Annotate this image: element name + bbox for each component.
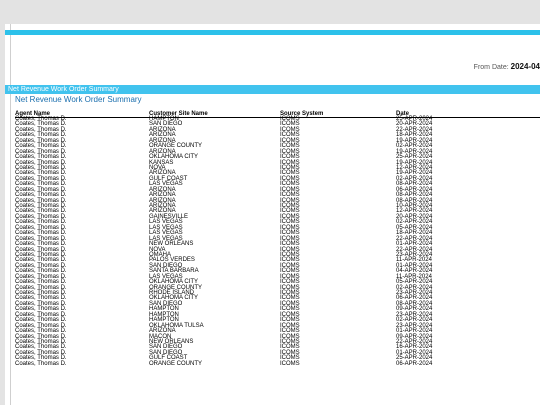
agent-name-cell: Coates, Thomas D. bbox=[15, 284, 67, 291]
date-cell: 09-APR-2024 bbox=[396, 333, 433, 340]
agent-name-cell: Coates, Thomas D. bbox=[15, 328, 67, 335]
source-system-cell: ICOMS bbox=[280, 203, 300, 209]
section-header-bar bbox=[5, 85, 540, 94]
customer-site-cell: SAN DIEGO bbox=[149, 344, 183, 351]
date-cell: 02-APR-2024 bbox=[396, 284, 433, 291]
date-cell: 11-APR-2024 bbox=[396, 273, 432, 280]
date-cell: 08-APR-2024 bbox=[396, 300, 433, 307]
customer-site-cell: ARIZONA bbox=[149, 126, 176, 133]
agent-name-cell: Coates, Thomas D. bbox=[15, 295, 67, 302]
from-date-value: 2024-04 bbox=[510, 62, 540, 71]
customer-site-cell: ARIZONA bbox=[149, 170, 176, 177]
agent-name-cell: Coates, Thomas D. bbox=[15, 164, 67, 171]
agent-name-cell: Coates, Thomas D. bbox=[15, 208, 67, 215]
source-system-cell: ICOMS bbox=[280, 208, 300, 215]
date-cell: 23-APR-2024 bbox=[396, 311, 433, 318]
date-cell: 02-APR-2024 bbox=[396, 175, 433, 182]
date-cell: 05-APR-2024 bbox=[396, 224, 433, 231]
date-cell: 19-APR-2024 bbox=[396, 170, 433, 177]
date-cell: 16-APR-2024 bbox=[396, 344, 433, 351]
date-cell: 25-APR-2024 bbox=[396, 154, 433, 161]
customer-site-cell: ARIZONA bbox=[149, 137, 176, 144]
customer-site-cell: HAMPTON bbox=[149, 306, 179, 313]
date-cell: 08-APR-2024 bbox=[396, 192, 433, 199]
source-system-cell: ICOMS bbox=[280, 251, 300, 258]
date-cell: 18-APR-2024 bbox=[396, 132, 433, 139]
source-system-cell: ICOMS bbox=[280, 290, 300, 296]
date-cell: 01-APR-2024 bbox=[396, 349, 433, 356]
customer-site-cell: GULF COAST bbox=[149, 175, 188, 182]
customer-site-cell: NEW ORLEANS bbox=[149, 338, 194, 345]
date-cell: 01-APR-2024 bbox=[396, 241, 433, 248]
source-system-cell: ICOMS bbox=[280, 268, 300, 275]
date-cell: 06-APR-2024 bbox=[396, 295, 433, 302]
agent-name-cell: Coates, Thomas D. bbox=[15, 246, 67, 253]
source-system-cell: ICOMS bbox=[280, 219, 300, 226]
source-system-cell: ICOMS bbox=[280, 317, 300, 324]
customer-site-cell: LAS VEGAS bbox=[149, 219, 183, 226]
source-system-cell: ICOMS bbox=[280, 235, 300, 242]
customer-site-cell: ARIZONA bbox=[149, 203, 176, 209]
date-cell: 06-APR-2024 bbox=[396, 360, 433, 367]
column-header-agent-name: Agent Name bbox=[15, 111, 51, 117]
date-cell: 06-APR-2024 bbox=[396, 186, 433, 193]
agent-name-cell: Coates, Thomas D. bbox=[15, 262, 67, 269]
agent-name-cell: Coates, Thomas D. bbox=[15, 349, 67, 356]
date-cell: 20-APR-2024 bbox=[396, 213, 433, 220]
customer-site-cell: OMAHA bbox=[149, 251, 172, 258]
date-cell: 18-APR-2024 bbox=[396, 230, 433, 237]
work-order-table bbox=[15, 111, 540, 367]
date-cell: 23-APR-2024 bbox=[396, 251, 433, 258]
from-date-label: From Date: bbox=[473, 64, 509, 71]
source-system-cell: ICOMS bbox=[280, 137, 300, 144]
customer-site-cell: SAN DIEGO bbox=[149, 262, 183, 269]
source-system-cell: ICOMS bbox=[280, 241, 300, 248]
customer-site-cell: ARIZONA bbox=[149, 328, 176, 335]
source-system-cell: ICOMS bbox=[280, 311, 300, 318]
agent-name-cell: Coates, Thomas D. bbox=[15, 257, 67, 264]
agent-name-cell: Coates, Thomas D. bbox=[15, 251, 67, 258]
table-row bbox=[15, 362, 540, 367]
source-system-cell: ICOMS bbox=[280, 170, 300, 177]
customer-site-cell: ARIZONA bbox=[149, 208, 176, 215]
source-system-cell: ICOMS bbox=[280, 175, 300, 182]
agent-name-cell: Coates, Thomas D. bbox=[15, 290, 67, 296]
date-cell: 22-APR-2024 bbox=[396, 235, 433, 242]
customer-site-cell: SANTA BARBARA bbox=[149, 268, 199, 275]
customer-site-cell: HAMPTON bbox=[149, 311, 179, 318]
source-system-cell: ICOMS bbox=[280, 159, 300, 166]
source-system-cell: ICOMS bbox=[280, 295, 300, 302]
date-cell: 01-APR-2024 bbox=[396, 328, 433, 335]
source-system-cell: ICOMS bbox=[280, 154, 300, 161]
source-system-cell: ICOMS bbox=[280, 164, 300, 171]
date-cell: 25-APR-2024 bbox=[396, 355, 433, 362]
date-cell: 19-APR-2024 bbox=[396, 159, 433, 166]
agent-name-cell: Coates, Thomas D. bbox=[15, 273, 67, 280]
source-system-cell: ICOMS bbox=[280, 186, 300, 193]
date-cell: 12-APR-2024 bbox=[396, 208, 433, 215]
customer-site-cell: HAMPTON bbox=[149, 116, 179, 122]
customer-site-cell: SAN DIEGO bbox=[149, 300, 183, 307]
customer-site-cell: ORANGE COUNTY bbox=[149, 284, 203, 291]
source-system-cell: ICOMS bbox=[280, 273, 300, 280]
date-cell: 11-APR-2024 bbox=[396, 257, 432, 264]
customer-site-cell: ORANGE COUNTY bbox=[149, 143, 203, 150]
agent-name-cell: Coates, Thomas D. bbox=[15, 360, 67, 367]
date-cell: 19-APR-2024 bbox=[396, 137, 433, 144]
agent-name-cell: Coates, Thomas D. bbox=[15, 230, 67, 237]
source-system-cell: ICOMS bbox=[280, 338, 300, 345]
date-cell: 20-APR-2024 bbox=[396, 121, 433, 128]
source-system-cell: ICOMS bbox=[280, 148, 300, 155]
agent-name-cell: Coates, Thomas D. bbox=[15, 126, 67, 133]
source-system-cell: ICOMS bbox=[280, 360, 300, 367]
customer-site-cell: LAS VEGAS bbox=[149, 235, 183, 242]
date-cell: 08-APR-2024 bbox=[396, 197, 433, 204]
customer-site-cell: OKLAHOMA CITY bbox=[149, 279, 199, 286]
source-system-cell: ICOMS bbox=[280, 143, 300, 150]
source-system-cell: ICOMS bbox=[280, 257, 300, 264]
agent-name-cell: Coates, Thomas D. bbox=[15, 300, 67, 307]
agent-name-cell: Coates, Thomas D. bbox=[15, 186, 67, 193]
agent-name-cell: Coates, Thomas D. bbox=[15, 175, 67, 182]
agent-name-cell: Coates, Thomas D. bbox=[15, 143, 67, 150]
source-system-cell: ICOMS bbox=[280, 300, 300, 307]
customer-site-cell: OKLAHOMA TULSA bbox=[149, 322, 204, 329]
source-system-cell: ICOMS bbox=[280, 197, 300, 204]
date-cell: 23-APR-2024 bbox=[396, 290, 433, 296]
source-system-cell: ICOMS bbox=[280, 322, 300, 329]
source-system-cell: ICOMS bbox=[280, 279, 300, 286]
agent-name-cell: Coates, Thomas D. bbox=[15, 192, 67, 199]
customer-site-cell: LAS VEGAS bbox=[149, 224, 183, 231]
agent-name-cell: Coates, Thomas D. bbox=[15, 306, 67, 313]
agent-name-cell: Coates, Thomas D. bbox=[15, 311, 67, 318]
agent-name-cell: Coates, Thomas D. bbox=[15, 235, 67, 242]
agent-name-cell: Coates, Thomas D. bbox=[15, 322, 67, 329]
agent-name-cell: Coates, Thomas D. bbox=[15, 132, 67, 139]
report-viewer bbox=[5, 24, 540, 405]
source-system-cell: ICOMS bbox=[280, 121, 300, 128]
customer-site-cell: HAMPTON bbox=[149, 317, 179, 324]
date-cell: 01-APR-2024 bbox=[396, 262, 433, 269]
source-system-cell: ICOMS bbox=[280, 355, 300, 362]
source-system-cell: ICOMS bbox=[280, 213, 300, 220]
customer-site-cell: KANSAS bbox=[149, 159, 174, 166]
customer-site-cell: ARIZONA bbox=[149, 186, 176, 193]
date-cell: 22-APR-2024 bbox=[396, 126, 433, 133]
source-system-cell: ICOMS bbox=[280, 333, 300, 340]
customer-site-cell: OKLAHOMA CITY bbox=[149, 295, 199, 302]
agent-name-cell: Coates, Thomas D. bbox=[15, 241, 67, 248]
customer-site-cell: GULF COAST bbox=[149, 355, 188, 362]
customer-site-cell: ARIZONA bbox=[149, 132, 176, 139]
customer-site-cell: SAN DIEGO bbox=[149, 121, 183, 128]
source-system-cell: ICOMS bbox=[280, 181, 300, 188]
agent-name-cell: Coates, Thomas D. bbox=[15, 268, 67, 275]
header-accent-bar bbox=[5, 30, 540, 35]
source-system-cell: ICOMS bbox=[280, 224, 300, 231]
customer-site-cell: ARIZONA bbox=[149, 192, 176, 199]
source-system-cell: ICOMS bbox=[280, 328, 300, 335]
agent-name-cell: Coates, Thomas D. bbox=[15, 338, 67, 345]
customer-site-cell: RHODE ISLAND bbox=[149, 290, 195, 296]
date-cell: 02-APR-2024 bbox=[396, 219, 433, 226]
agent-name-cell: Coates, Thomas D. bbox=[15, 203, 67, 209]
agent-name-cell: Coates, Thomas D. bbox=[15, 333, 67, 340]
date-cell: 08-APR-2024 bbox=[396, 181, 433, 188]
agent-name-cell: Coates, Thomas D. bbox=[15, 148, 67, 155]
date-cell: 22-APR-2024 bbox=[396, 246, 433, 253]
customer-site-cell: ARIZONA bbox=[149, 148, 176, 155]
date-cell: 05-APR-2024 bbox=[396, 279, 433, 286]
customer-site-cell: MACON bbox=[149, 333, 172, 340]
column-header-date: Date bbox=[396, 111, 410, 117]
customer-site-cell: OKLAHOMA CITY bbox=[149, 154, 199, 161]
column-header-source-system: Source System bbox=[280, 111, 324, 117]
agent-name-cell: Coates, Thomas D. bbox=[15, 355, 67, 362]
date-cell: 10-APR-2024 bbox=[396, 203, 433, 209]
agent-name-cell: Coates, Thomas D. bbox=[15, 224, 67, 231]
agent-name-cell: Coates, Thomas D. bbox=[15, 317, 67, 324]
date-cell: 12-APR-2024 bbox=[396, 164, 433, 171]
date-cell: 04-APR-2024 bbox=[396, 268, 433, 275]
source-system-cell: ICOMS bbox=[280, 306, 300, 313]
date-cell: 09-APR-2024 bbox=[396, 306, 433, 313]
agent-name-cell: Coates, Thomas D. bbox=[15, 159, 67, 166]
agent-name-cell: Coates, Thomas D. bbox=[15, 279, 67, 286]
source-system-cell: ICOMS bbox=[280, 344, 300, 351]
customer-site-cell: ARIZONA bbox=[149, 197, 176, 204]
customer-site-cell: NOVA bbox=[149, 164, 166, 171]
source-system-cell: ICOMS bbox=[280, 192, 300, 199]
agent-name-cell: Coates, Thomas D. bbox=[15, 344, 67, 351]
column-header-customer-site: Customer Site Name bbox=[149, 111, 208, 117]
date-cell: 25-APR-2024 bbox=[396, 116, 433, 122]
date-cell: 23-APR-2024 bbox=[396, 322, 433, 329]
customer-site-cell: LAS VEGAS bbox=[149, 230, 183, 237]
date-cell: 22-APR-2024 bbox=[396, 338, 433, 345]
source-system-cell: ICOMS bbox=[280, 126, 300, 133]
date-cell: 02-APR-2024 bbox=[396, 317, 433, 324]
agent-name-cell: Coates, Thomas D. bbox=[15, 219, 67, 226]
agent-name-cell: Coates, Thomas D. bbox=[15, 154, 67, 161]
source-system-cell: ICOMS bbox=[280, 246, 300, 253]
customer-site-cell: SAN DIEGO bbox=[149, 349, 183, 356]
customer-site-cell: NOVA bbox=[149, 246, 166, 253]
source-system-cell: ICOMS bbox=[280, 349, 300, 356]
customer-site-cell: NEW ORLEANS bbox=[149, 241, 194, 248]
agent-name-cell: Coates, Thomas D. bbox=[15, 121, 67, 128]
customer-site-cell: ORANGE COUNTY bbox=[149, 360, 203, 367]
agent-name-cell: Coates, Thomas D. bbox=[15, 170, 67, 177]
agent-name-cell: Coates, Thomas D. bbox=[15, 116, 67, 122]
source-system-cell: ICOMS bbox=[280, 262, 300, 269]
agent-name-cell: Coates, Thomas D. bbox=[15, 213, 67, 220]
customer-site-cell: LAS VEGAS bbox=[149, 181, 183, 188]
source-system-cell: ICOMS bbox=[280, 132, 300, 139]
agent-name-cell: Coates, Thomas D. bbox=[15, 137, 67, 144]
customer-site-cell: PALOS VERDES bbox=[149, 257, 195, 264]
customer-site-cell: LAS VEGAS bbox=[149, 273, 183, 280]
date-cell: 02-APR-2024 bbox=[396, 143, 433, 150]
agent-name-cell: Coates, Thomas D. bbox=[15, 181, 67, 188]
source-system-cell: ICOMS bbox=[280, 116, 300, 122]
agent-name-cell: Coates, Thomas D. bbox=[15, 197, 67, 204]
source-system-cell: ICOMS bbox=[280, 284, 300, 291]
date-cell: 19-APR-2024 bbox=[396, 148, 433, 155]
section-title: Net Revenue Work Order Summary bbox=[8, 86, 119, 93]
source-system-cell: ICOMS bbox=[280, 230, 300, 237]
report-subtitle: Net Revenue Work Order Summary bbox=[15, 95, 142, 104]
from-date-parameter bbox=[474, 62, 540, 71]
customer-site-cell: GAINESVILLE bbox=[149, 213, 189, 220]
left-frame-edge bbox=[5, 24, 11, 405]
